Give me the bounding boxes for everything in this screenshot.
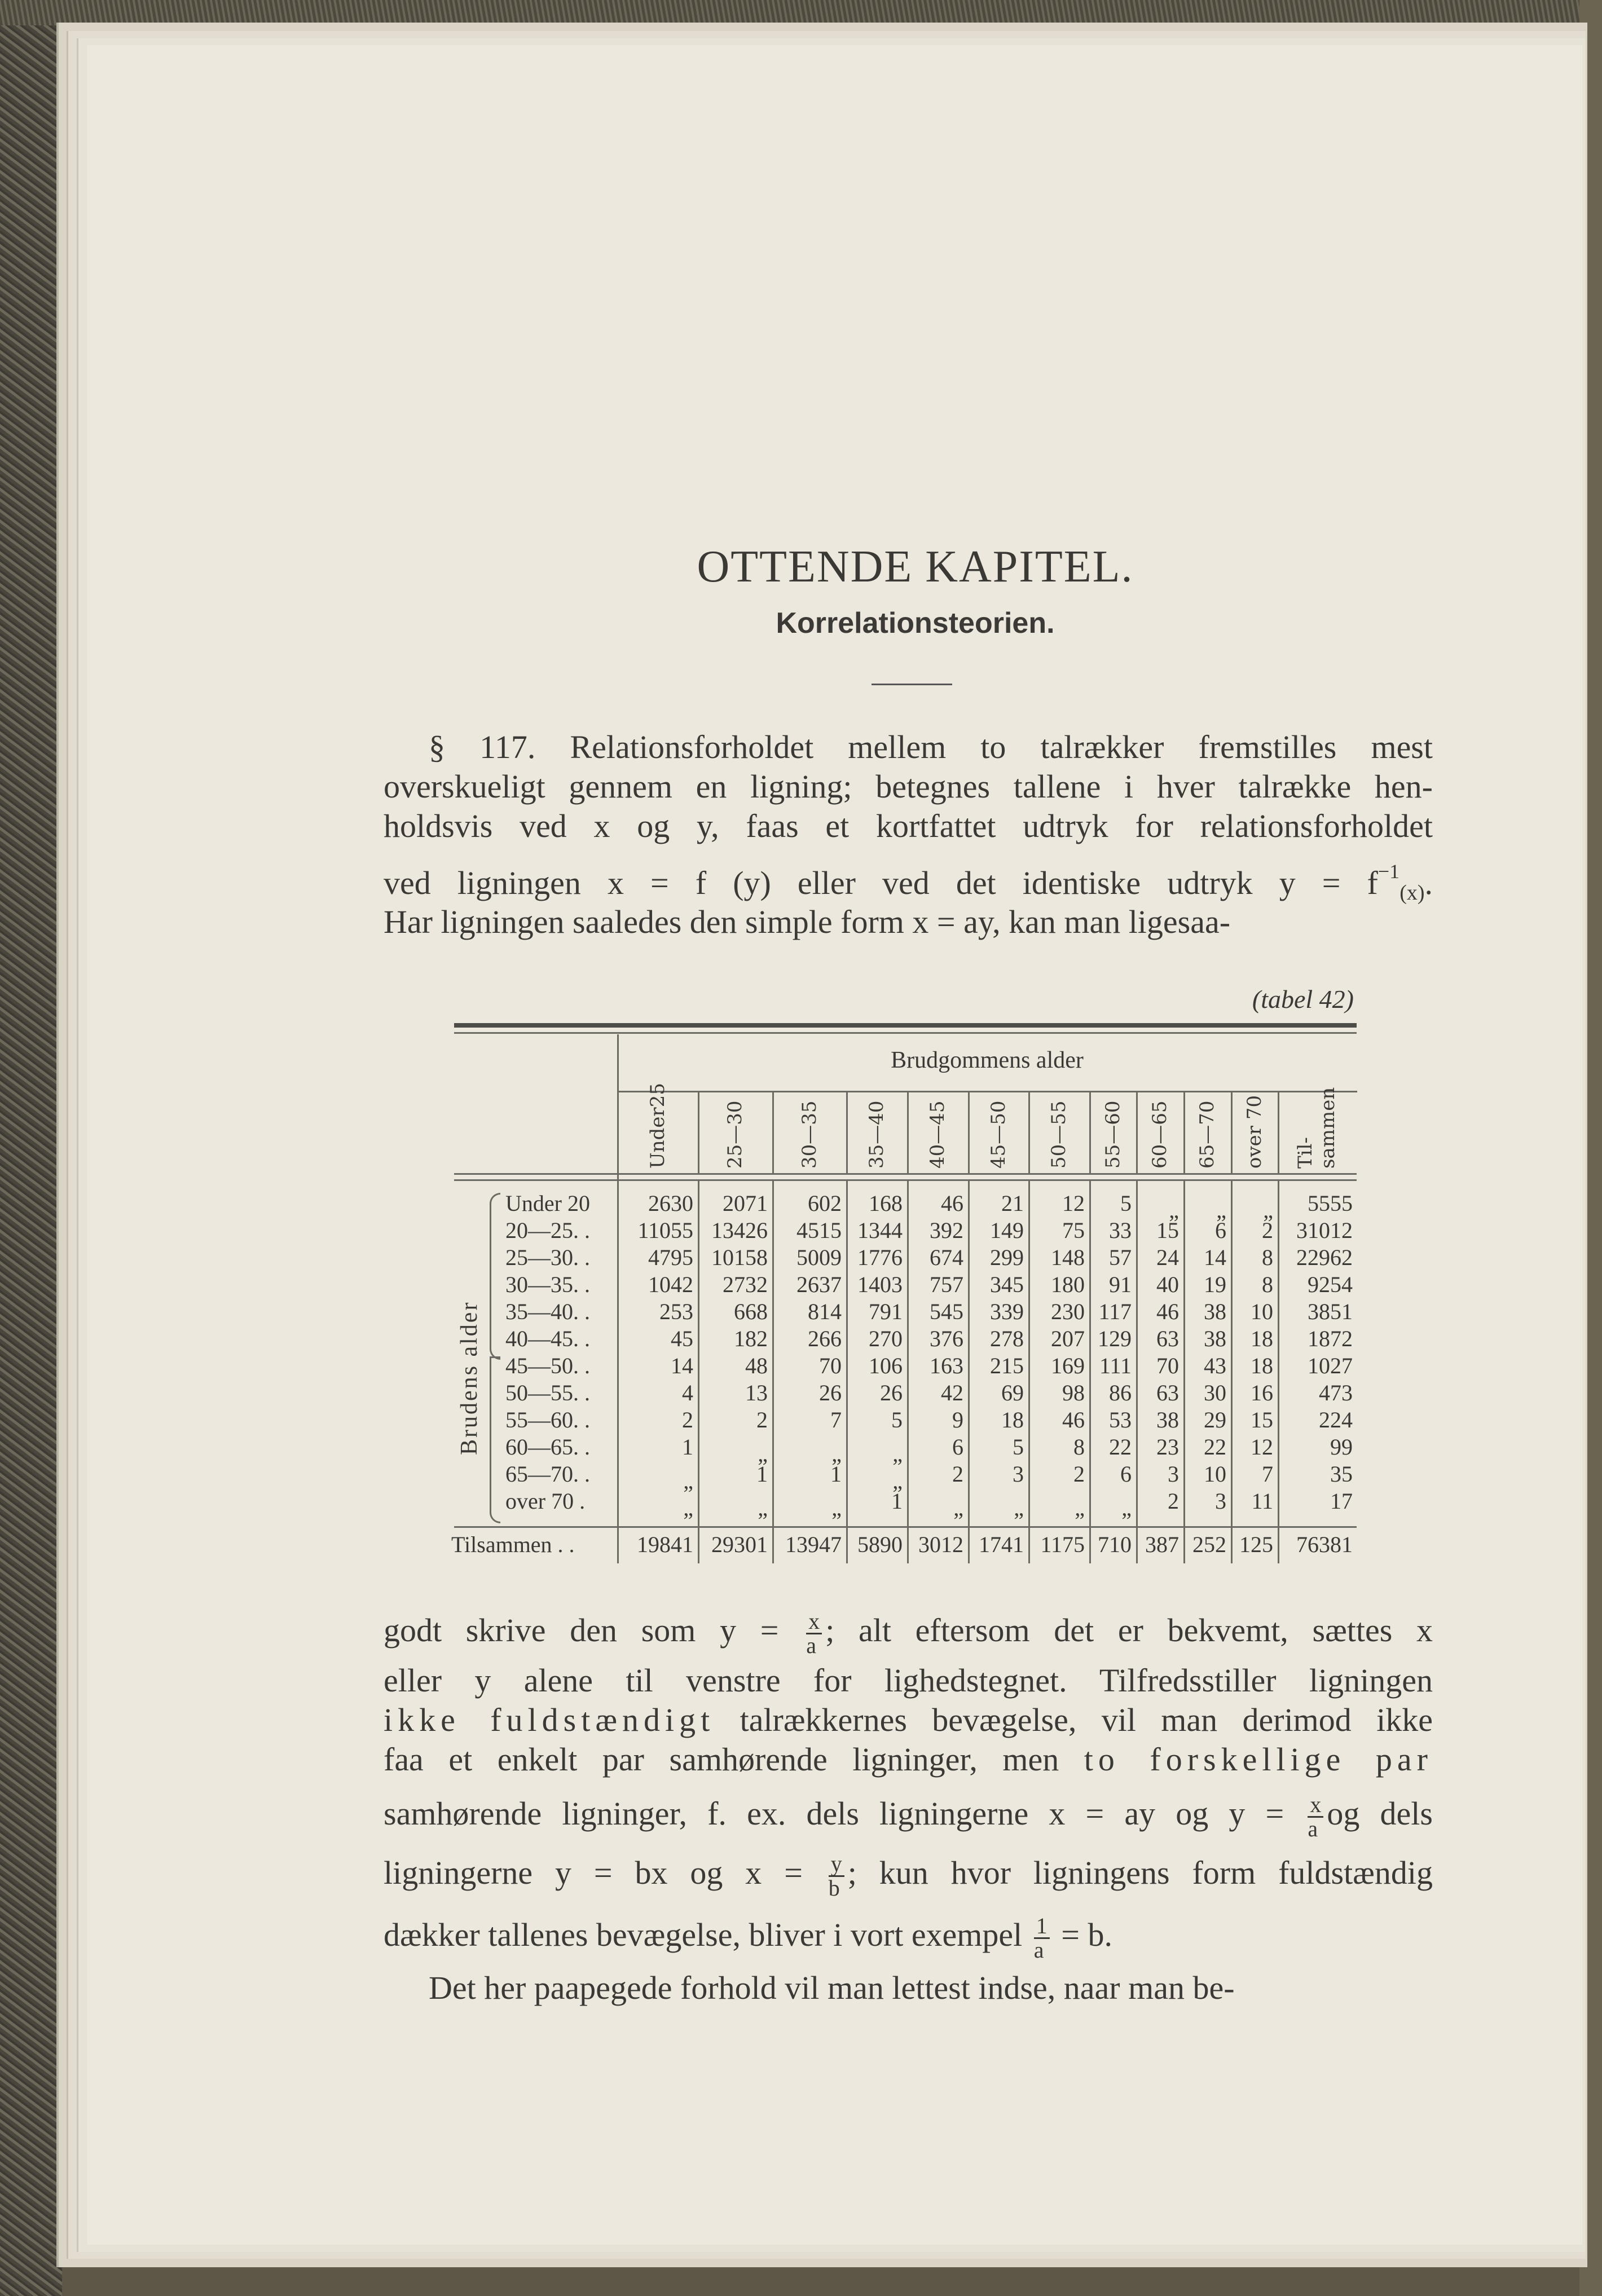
text-line	[384, 1853, 1433, 1900]
column-group-label: Brudgommens alder	[891, 1047, 1084, 1073]
totals-cell: 1741	[979, 1532, 1024, 1557]
table-cell: 18	[1251, 1353, 1273, 1378]
table-cell: „	[953, 1495, 963, 1521]
table-cell: 5	[1120, 1191, 1132, 1216]
table-cell: 2630	[648, 1191, 693, 1216]
table-cell: 2637	[796, 1272, 842, 1297]
text-run: holdsvis ved x og y, faas et kortfattet udtryk for relationsforholdet	[384, 808, 1433, 844]
row-label: 35—40. .	[505, 1299, 590, 1324]
numerator: 1	[1034, 1915, 1050, 1939]
totals-rule	[454, 1526, 1357, 1528]
table-cell: 674	[930, 1245, 963, 1270]
table-cell: 253	[659, 1299, 693, 1324]
table-cell: 207	[1051, 1326, 1085, 1351]
table-cell: 376	[930, 1326, 963, 1351]
table-cell: 339	[990, 1299, 1024, 1324]
table-cell: 23	[1156, 1434, 1179, 1460]
column-divider	[1183, 1092, 1185, 1173]
denominator: a	[1308, 1816, 1318, 1841]
table-cell: 69	[1001, 1380, 1024, 1405]
table-cell: 15	[1251, 1407, 1273, 1433]
text-run: samhørende ligninger, f. ex. dels ligningerne x = ay og y =	[384, 1795, 1305, 1832]
table-cell: 6	[952, 1434, 963, 1460]
table-cell: 18	[1001, 1407, 1024, 1433]
text-run: Har ligningen saaledes den simple form x = ay, kan man ligesaa-	[384, 904, 1231, 940]
table-cell: 7	[1262, 1461, 1273, 1487]
numerator: y	[829, 1853, 844, 1877]
table-cell: 8	[1262, 1272, 1273, 1297]
row-label: 65—70. .	[505, 1461, 590, 1487]
table-cell: 3	[1168, 1461, 1179, 1487]
table-cell: 6	[1215, 1218, 1226, 1243]
column-divider	[772, 1092, 774, 1173]
row-label: 55—60. .	[505, 1407, 590, 1433]
table-cell: 4515	[796, 1218, 842, 1243]
table-cell: 13426	[711, 1218, 768, 1243]
table-cell: 278	[990, 1326, 1024, 1351]
table-cell: 14	[671, 1353, 693, 1378]
totals-cell: 5890	[857, 1532, 903, 1557]
text-line	[384, 1700, 1433, 1740]
denominator: a	[806, 1633, 816, 1658]
row-label: 20—25. .	[505, 1218, 590, 1243]
text-run: dækker tallenes bevægelse, bliver i vort exempel	[384, 1916, 1031, 1953]
totals-cell: 3012	[918, 1532, 963, 1557]
text-line	[429, 728, 1433, 767]
table-cell: 42	[941, 1380, 963, 1405]
row-label: 60—65. .	[505, 1434, 590, 1460]
table-cell: 2	[756, 1407, 768, 1433]
text-line	[384, 902, 1433, 942]
column-divider	[1136, 1092, 1138, 1173]
fraction	[1034, 1915, 1050, 1962]
text-run: ved ligningen x = f (y) eller ved det identiske udtryk y = f	[384, 865, 1378, 901]
text-line	[384, 1915, 1433, 1962]
table-cell: 45	[671, 1326, 693, 1351]
text-run: Det her paapegede forhold vil man lettest indse, naar man be-	[429, 1969, 1235, 2006]
spaced-text: ikke fuldstændigt	[384, 1702, 715, 1738]
table-cell: 345	[990, 1272, 1024, 1297]
totals-cell: 13947	[785, 1532, 842, 1557]
table-cell: 299	[990, 1245, 1024, 1270]
text-line	[384, 1661, 1433, 1700]
table-cell: 26	[819, 1380, 842, 1405]
column-divider	[1028, 1092, 1030, 1173]
brace	[490, 1193, 500, 1360]
table-cell: 1776	[857, 1245, 903, 1270]
totals-label: Tilsammen . .	[451, 1532, 575, 1557]
table-cell: 8	[1073, 1434, 1085, 1460]
table-cell: 38	[1204, 1299, 1226, 1324]
table-cell: 46	[1156, 1299, 1179, 1324]
text-run: faa et enkelt par samhørende ligninger, men	[384, 1741, 1084, 1778]
table-cell: 3	[1013, 1461, 1024, 1487]
table-cell: 22	[1109, 1434, 1132, 1460]
table-cell: 13	[745, 1380, 768, 1405]
table-cell: 33	[1109, 1218, 1132, 1243]
table-cell: 545	[930, 1299, 963, 1324]
column-header: 65—70	[1196, 1100, 1218, 1169]
column-header: 35—40	[865, 1100, 888, 1169]
spaced-text: to forskellige par	[1084, 1741, 1433, 1778]
table-cell: 148	[1051, 1245, 1085, 1270]
table-cell: 48	[745, 1353, 768, 1378]
table-cell: 224	[1319, 1407, 1353, 1433]
table-cell: 6	[1120, 1461, 1132, 1487]
table-cell: 14	[1204, 1245, 1226, 1270]
table-cell: 15	[1156, 1218, 1179, 1243]
table-cell: 757	[930, 1272, 963, 1297]
table-cell: 70	[819, 1353, 842, 1378]
table-cell: „	[1075, 1495, 1085, 1521]
table-cell: 2071	[723, 1191, 768, 1216]
numerator: x	[1308, 1793, 1323, 1818]
table-cell: 5009	[796, 1245, 842, 1270]
column-header: 25—30	[724, 1100, 746, 1169]
table-cell: 24	[1156, 1245, 1179, 1270]
table-cell: „	[758, 1495, 768, 1521]
table-cell: 46	[1062, 1407, 1085, 1433]
table-cell: 46	[941, 1191, 963, 1216]
table-cell: 63	[1156, 1380, 1179, 1405]
table-cell: 169	[1051, 1353, 1085, 1378]
column-header: 50—55	[1048, 1100, 1070, 1169]
column-divider	[1089, 1092, 1091, 1173]
table-cell: 2	[952, 1461, 963, 1487]
table-cell: „	[892, 1441, 903, 1466]
table-cell: 98	[1062, 1380, 1085, 1405]
table-rule	[454, 1179, 1357, 1181]
table-cell: 26	[880, 1380, 903, 1405]
table-cell: „	[1263, 1197, 1273, 1223]
row-label: 50—55. .	[505, 1380, 590, 1405]
column-header: over 70	[1243, 1095, 1266, 1169]
numerator: x	[806, 1610, 822, 1634]
row-label: Under 20	[505, 1191, 590, 1216]
table-cell: 99	[1330, 1434, 1353, 1460]
table-cell: 4795	[648, 1245, 693, 1270]
table-cell: 814	[808, 1299, 842, 1324]
row-label: 30—35. .	[505, 1272, 590, 1297]
table-cell: 3851	[1308, 1299, 1353, 1324]
table-rule	[617, 1091, 1357, 1092]
table-cell: 3	[1215, 1488, 1226, 1514]
table-cell: „	[683, 1468, 693, 1493]
totals-cell: 19841	[637, 1532, 693, 1557]
table-cell: 19	[1204, 1272, 1226, 1297]
table-cell: 5	[1013, 1434, 1024, 1460]
text-line	[384, 767, 1433, 807]
table-cell: 91	[1109, 1272, 1132, 1297]
table-cell: 12	[1251, 1434, 1273, 1460]
table-cell: 270	[869, 1326, 903, 1351]
table-cell: 38	[1156, 1407, 1179, 1433]
text-run: eller y alene til venstre for lighedstegnet. Tilfredsstiller ligningen	[384, 1662, 1433, 1699]
table-cell: 215	[990, 1353, 1024, 1378]
table-cell: 180	[1051, 1272, 1085, 1297]
table-cell: 1027	[1308, 1353, 1353, 1378]
table-cell: 18	[1251, 1326, 1273, 1351]
subscript: (x)	[1399, 881, 1425, 905]
table-cell: 8	[1262, 1245, 1273, 1270]
superscript: −1	[1377, 860, 1400, 883]
book-binding	[0, 0, 62, 2296]
denominator: b	[828, 1875, 840, 1901]
table-cell: 1042	[648, 1272, 693, 1297]
table-cell: „	[758, 1441, 768, 1466]
table-cell: 29	[1204, 1407, 1226, 1433]
table-cell: 57	[1109, 1245, 1132, 1270]
column-divider	[1278, 1092, 1279, 1173]
chapter-title: OTTENDE KAPITEL.	[697, 542, 1134, 592]
table-cell: 182	[734, 1326, 768, 1351]
divider	[872, 684, 952, 685]
fraction	[806, 1610, 822, 1657]
totals-cell: 29301	[711, 1532, 768, 1557]
table-cell: 7	[830, 1407, 842, 1433]
table-cell: 1	[830, 1461, 842, 1487]
column-header: Under25	[646, 1083, 669, 1169]
text-line	[429, 1968, 1433, 2008]
table-cell: „	[1121, 1495, 1132, 1521]
table-cell: 75	[1062, 1218, 1085, 1243]
table-cell: 473	[1319, 1380, 1353, 1405]
totals-cell: 710	[1098, 1532, 1132, 1557]
denominator: a	[1033, 1937, 1044, 1963]
column-header: Til-	[1293, 1137, 1317, 1169]
totals-cell: 252	[1192, 1532, 1226, 1557]
table-cell: 5	[891, 1407, 903, 1433]
column-header: 60—65	[1148, 1100, 1171, 1169]
table-cell: 111	[1099, 1353, 1132, 1378]
text-run: ; alt eftersom det er bekvemt, sættes x	[825, 1611, 1433, 1649]
table-cell: 1403	[857, 1272, 903, 1297]
table-cell: 230	[1051, 1299, 1085, 1324]
table-cell: 266	[808, 1326, 842, 1351]
text-run: godt skrive den som y =	[384, 1611, 803, 1649]
text-run: .	[1424, 865, 1433, 901]
table-cell: 21	[1001, 1191, 1024, 1216]
table-cell: 11	[1251, 1488, 1273, 1514]
column-header: 55—60	[1101, 1100, 1124, 1169]
table-cell: 2	[1168, 1488, 1179, 1514]
row-label: 40—45. .	[505, 1326, 590, 1351]
column-header: 40—45	[926, 1100, 949, 1169]
text-run: ; kun hvor ligningens form fuldstændig	[847, 1854, 1433, 1891]
table-cell: 668	[734, 1299, 768, 1324]
table-cell: 129	[1098, 1326, 1132, 1351]
table-cell: 70	[1156, 1353, 1179, 1378]
table-cell: 63	[1156, 1326, 1179, 1351]
table-cell: 17	[1330, 1488, 1353, 1514]
text-run: § 117. Relationsforholdet mellem to talrækker fremstilles mest	[429, 729, 1433, 765]
table-cell: 2	[1262, 1218, 1273, 1243]
table-rule	[454, 1032, 1357, 1034]
row-label: 25—30. .	[505, 1245, 590, 1270]
table-cell: 117	[1098, 1299, 1132, 1324]
totals-cell: 387	[1145, 1532, 1179, 1557]
table-cell: 5555	[1308, 1191, 1353, 1216]
table-cell: 12	[1062, 1191, 1085, 1216]
table-cell: 53	[1109, 1407, 1132, 1433]
table-cell: 10158	[711, 1245, 768, 1270]
column-divider	[846, 1092, 848, 1173]
fraction	[829, 1853, 844, 1900]
text-run: ligningerne y = bx og x =	[384, 1854, 825, 1891]
table-cell: „	[831, 1441, 842, 1466]
text-run: talrækkernes bevægelse, vil man derimod ikke	[715, 1702, 1433, 1738]
column-divider	[907, 1092, 909, 1173]
text-run: og dels	[1327, 1795, 1433, 1832]
table-cell: 10	[1204, 1461, 1226, 1487]
column-divider	[698, 1092, 699, 1173]
table-cell: „	[831, 1495, 842, 1521]
text-line	[384, 1610, 1433, 1657]
table-cell: „	[892, 1468, 903, 1493]
table-cell: 1872	[1308, 1326, 1353, 1351]
table-cell: 31012	[1296, 1218, 1353, 1243]
table-cell: 35	[1330, 1461, 1353, 1487]
text-run: = b.	[1053, 1916, 1112, 1953]
table-cell: 168	[869, 1191, 903, 1216]
table-cell: 11055	[637, 1218, 693, 1243]
table-cell: „	[1014, 1495, 1024, 1521]
table-top-rule	[454, 1023, 1357, 1028]
table-cell: 40	[1156, 1272, 1179, 1297]
table-cell: „	[1216, 1197, 1226, 1223]
text-line	[384, 807, 1433, 846]
table-cell: 149	[990, 1218, 1024, 1243]
text-run: overskueligt gennem en ligning; betegnes tallene i hver talrække hen-	[384, 768, 1433, 805]
table-cell: 106	[869, 1353, 903, 1378]
text-line	[384, 1740, 1433, 1779]
row-label: over 70 .	[505, 1488, 586, 1514]
table-cell: 16	[1251, 1380, 1273, 1405]
table-cell: „	[683, 1495, 693, 1521]
table-cell: 1	[891, 1488, 903, 1514]
table-cell: 22962	[1296, 1245, 1353, 1270]
column-divider	[968, 1092, 970, 1173]
table-cell: 4	[682, 1380, 693, 1405]
table-cell: 2	[1073, 1461, 1085, 1487]
text-line	[384, 1793, 1433, 1840]
column-header: 30—35	[798, 1100, 821, 1169]
table-cell: 791	[869, 1299, 903, 1324]
column-header: sammen	[1316, 1087, 1339, 1169]
table-cell: 2	[682, 1407, 693, 1433]
row-group-label: Brudens alder	[456, 1301, 482, 1455]
table-cell: 30	[1204, 1380, 1226, 1405]
totals-cell: 76381	[1296, 1532, 1353, 1557]
totals-cell: 1175	[1040, 1532, 1085, 1557]
table-cell: 86	[1109, 1380, 1132, 1405]
totals-cell: 125	[1239, 1532, 1273, 1557]
table-cell: 602	[808, 1191, 842, 1216]
table-cell: 22	[1204, 1434, 1226, 1460]
book-binding-top	[0, 0, 1602, 25]
table-cell: 2732	[723, 1272, 768, 1297]
table-caption: (tabel 42)	[1252, 985, 1354, 1013]
table-cell: 38	[1204, 1326, 1226, 1351]
column-divider	[1231, 1092, 1233, 1173]
table-cell: 1	[756, 1461, 768, 1487]
table-cell: 9	[952, 1407, 963, 1433]
table-cell: 1	[682, 1434, 693, 1460]
brace	[490, 1356, 500, 1523]
table-cell: 10	[1251, 1299, 1273, 1324]
column-header: 45—50	[987, 1100, 1010, 1169]
table-rule	[454, 1173, 1357, 1175]
table-cell: 43	[1204, 1353, 1226, 1378]
table-cell: 9254	[1308, 1272, 1353, 1297]
row-label: 45—50. .	[505, 1353, 590, 1378]
table-cell: „	[1169, 1197, 1179, 1223]
table-cell: 1344	[857, 1218, 903, 1243]
fraction	[1308, 1793, 1323, 1840]
table-cell: 392	[930, 1218, 963, 1243]
table-cell: 163	[930, 1353, 963, 1378]
chapter-subtitle: Korrelationsteorien.	[776, 607, 1055, 640]
